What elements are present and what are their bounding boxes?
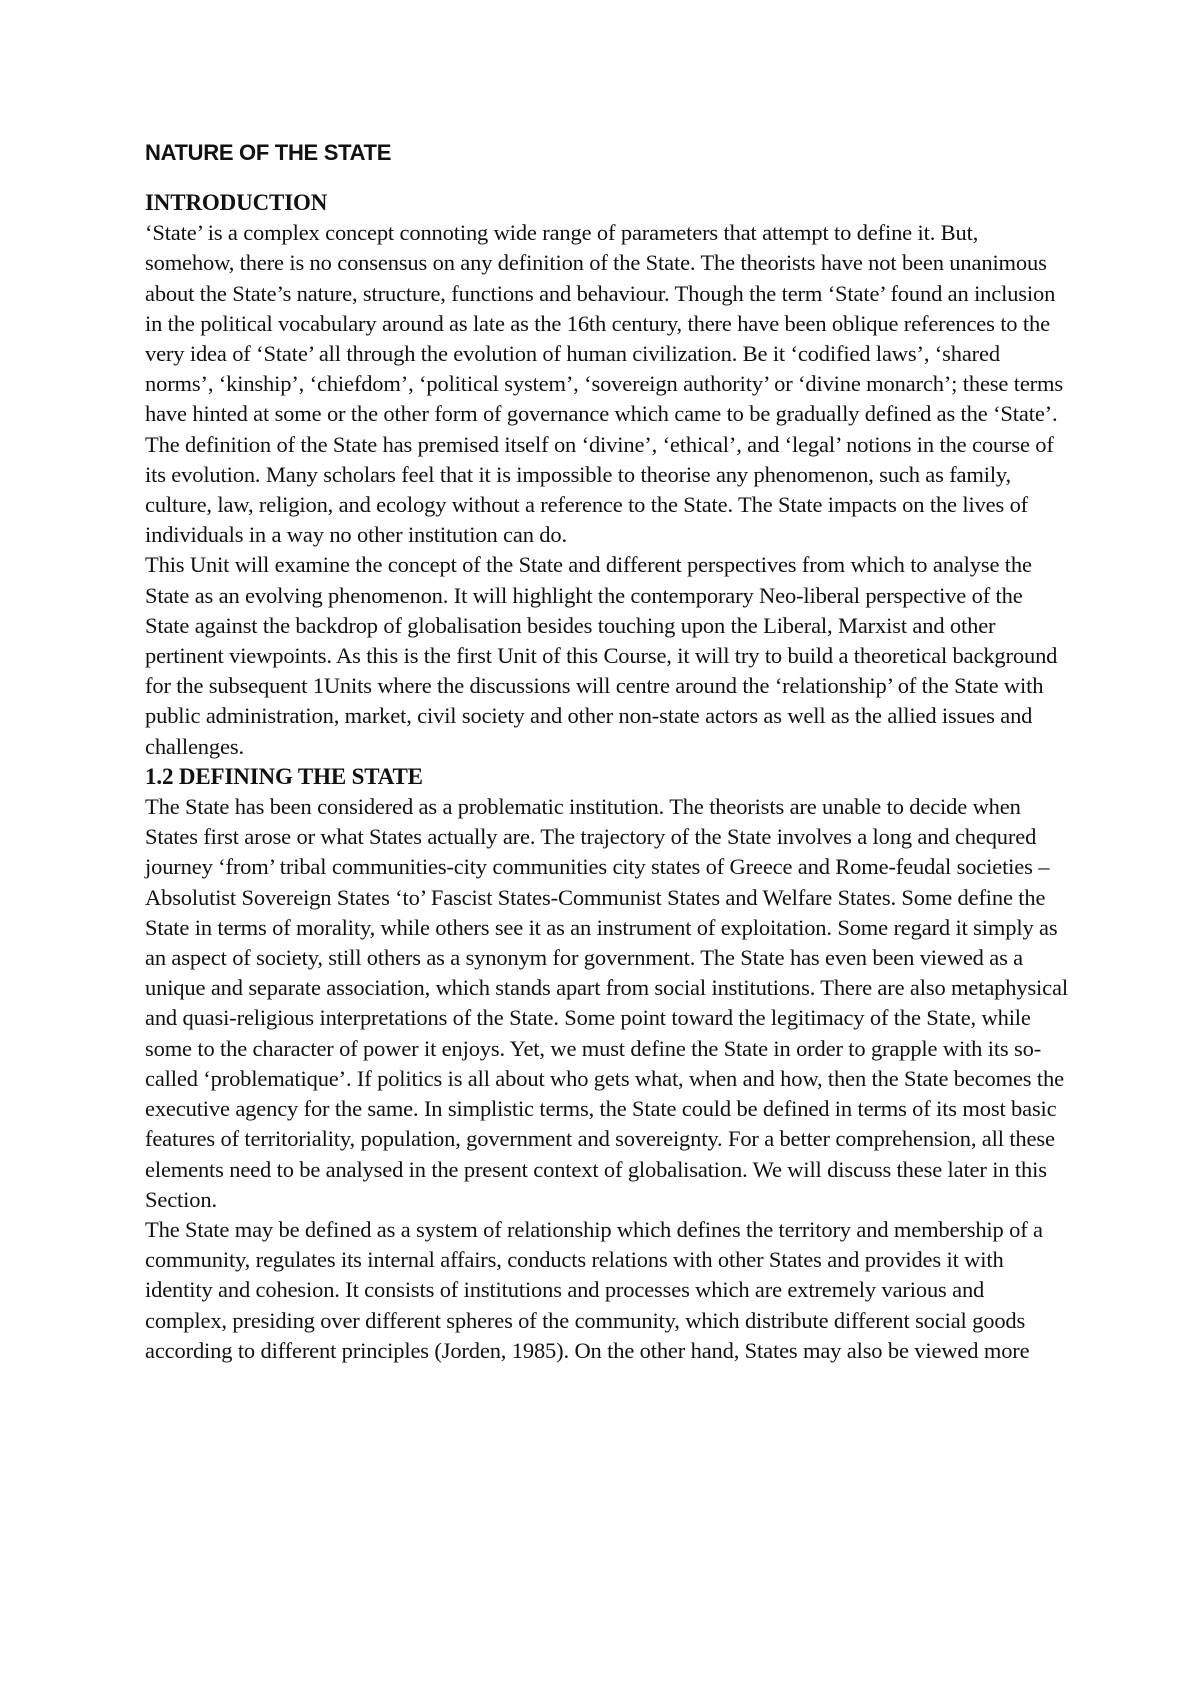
intro-paragraph-1: ‘State’ is a complex concept connoting wide range of parameters that attempt to define it. But, somehow, there is no consensus on any definition of the State. The theorists have not been unanimous about the State’s nature, structure, functions and behaviour. Though the term ‘State’ found an inclusion in the political vocabulary around as late as the 16th century, there have been oblique references to the very idea of ‘State’ all through the evolution of human civilization. Be it ‘codified laws’, ‘shared norms’, ‘kinship’, ‘chiefdom’, ‘political system’, ‘sovereign authority’ or ‘divine monarch’; these terms have hinted at some or the other form of governance which came to be gradually defined as the ‘State’. The definition of the State has premised itself on ‘divine’, ‘ethical’, and ‘legal’ notions in the course of its evolution. Many scholars feel that it is impossible to theorise any phenomenon, such as family, culture, law, religion, and ecology without a reference to the State. The State impacts on the lives of individuals in a way no other institution can do. — [145, 220, 1063, 548]
defining-paragraph-2: The State may be defined as a system of relationship which defines the territory and membership of a community, regulates its internal affairs, conducts relations with other States and provides it with identity and cohesion. It consists of institutions and processes which are extremely various and complex, presiding over different spheres of the community, which distribute different social goods according to different principles (Jorden, 1985). On the other hand, States may also be viewed more — [145, 1216, 1043, 1363]
document-body — [145, 188, 1070, 1366]
document-page — [145, 140, 1070, 1366]
section-heading-introduction: INTRODUCTION — [145, 190, 328, 215]
section-heading-defining-the-state: 1.2 DEFINING THE STATE — [145, 763, 423, 789]
intro-paragraph-2: This Unit will examine the concept of the State and different perspectives from which to analyse the State as an evolving phenomenon. It will highlight the contemporary Neo-liberal perspective of the State against the backdrop of globalisation besides touching upon the Liberal, Marxist and other pertinent viewpoints. As this is the first Unit of this Course, it will try to build a theoretical background for the subsequent 1Units where the discussions will centre around the ‘relationship’ of the State with public administration, market, civil society and other non-state actors as well as the allied issues and challenges. — [145, 552, 1058, 759]
document-title: NATURE OF THE STATE — [145, 140, 392, 165]
defining-paragraph-1: The State has been considered as a problematic institution. The theorists are unable to decide when States first arose or what States actually are. The trajectory of the State involves a long and chequred journey ‘from’ tribal communities-city communities city states of Greece and Rome-feudal societies – Absolutist Sovereign States ‘to’ Fascist States-Communist States and Welfare States. Some define the State in terms of morality, while others see it as an instrument of exploitation. Some regard it simply as an aspect of society, still others as a synonym for government. The State has even been viewed as a unique and separate association, which stands apart from social institutions. There are also metaphysical and quasi-religious interpretations of the State. Some point toward the legitimacy of the State, while some to the character of power it enjoys. Yet, we must define the State in order to grapple with its so-called ‘problematique’. If politics is all about who gets what, when and how, then the State becomes the executive agency for the same. In simplistic terms, the State could be defined in terms of its most basic features of territoriality, population, government and sovereignty. For a better comprehension, all these elements need to be analysed in the present context of globalisation. We will discuss these later in this Section. — [145, 794, 1068, 1212]
